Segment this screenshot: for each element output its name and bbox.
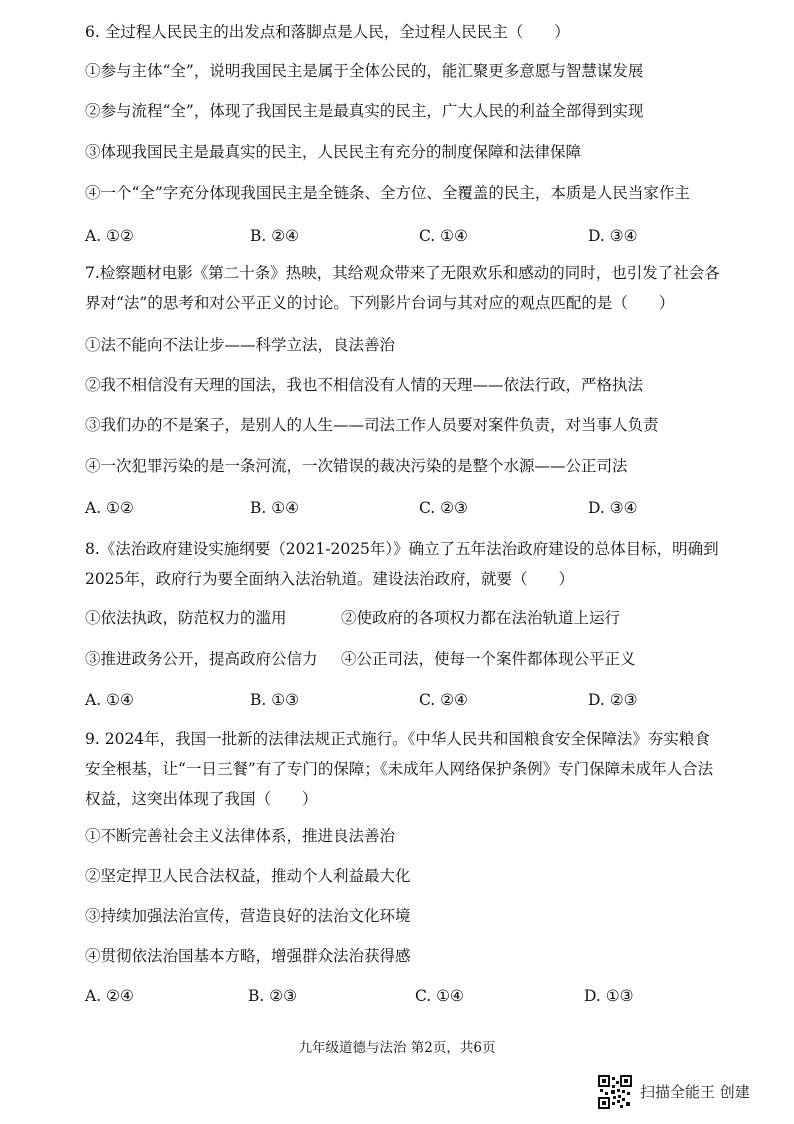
q6-option-c: C. ①④ bbox=[419, 227, 468, 245]
q8-stem: 8.《法治政府建设实施纲要（2021-2025年）》确立了五年法治政府建设的总体目标，明确到2025年，政府行为要全面纳入法治轨道。建设法治政府，就要（ ） bbox=[85, 540, 719, 588]
q9-stem: 9. 2024年，我国一批新的法律法规正式施行。《中华人民共和国粮食安全保障法》夯实粮食安全根基，让“一日三餐”有了专门的保障；《未成年人网络保护条例》专门保障未成年人合法权益，这突出体现了我国（ ） bbox=[85, 730, 714, 808]
scanner-badge: 扫描全能王 创建 bbox=[640, 1083, 750, 1101]
q6-statement-4: ④一个“全”字充分体现我国民主是全链条、全方位、全覆盖的民主，本质是人民当家作主 bbox=[85, 184, 690, 202]
q6-statement-2: ②参与流程“全”，体现了我国民主是最真实的民主，广大人民的利益全部得到实现 bbox=[85, 102, 644, 120]
q8-option-d: D. ②③ bbox=[588, 691, 638, 709]
q9-statement-2: ②坚定捍卫人民合法权益，推动个人利益最大化 bbox=[85, 867, 411, 885]
q7-statement-1: ①法不能向不法让步——科学立法，良法善治 bbox=[85, 336, 396, 354]
q8-statement-4: ④公正司法，使每一个案件都体现公平正义 bbox=[341, 650, 636, 668]
q6-option-b: B. ②④ bbox=[250, 227, 300, 245]
q7-statement-3: ③我们办的不是案子，是别人的人生——司法工作人员要对案件负责，对当事人负责 bbox=[85, 416, 659, 434]
page-footer: 九年级道德与法治 第2页，共6页 bbox=[298, 1040, 496, 1056]
q7-stem: 7.检察题材电影《第二十条》热映，其给观众带来了无限欢乐和感动的同时，也引发了社会各界对“法”的思考和对公平正义的讨论。下列影片台词与其对应的观点匹配的是（ ） bbox=[85, 264, 720, 312]
q7-option-c: C. ②③ bbox=[419, 499, 468, 517]
q7-option-b: B. ①④ bbox=[250, 499, 300, 517]
q6-statement-3: ③体现我国民主是最真实的民主，人民民主有充分的制度保障和法律保障 bbox=[85, 143, 582, 161]
q9-statement-4: ④贯彻依法治国基本方略，增强群众法治获得感 bbox=[85, 947, 411, 965]
q6-option-d: D. ③④ bbox=[588, 227, 638, 245]
q9-statement-1: ①不断完善社会主义法律体系，推进良法善治 bbox=[85, 827, 396, 845]
q9-statement-3: ③持续加强法治宣传，营造良好的法治文化环境 bbox=[85, 907, 411, 925]
q7-option-a: A. ①② bbox=[85, 499, 134, 517]
q8-statement-2: ②使政府的各项权力都在法治轨道上运行 bbox=[341, 609, 621, 627]
q8-option-a: A. ①④ bbox=[85, 691, 134, 709]
q7-statement-4: ④一次犯罪污染的是一条河流，一次错误的裁决污染的是整个水源——公正司法 bbox=[85, 457, 628, 475]
q7-statement-2: ②我不相信没有天理的国法，我也不相信没有人情的天理——依法行政，严格执法 bbox=[85, 376, 644, 394]
q6-stem: 6. 全过程人民民主的出发点和落脚点是人民，全过程人民民主（ ） bbox=[85, 23, 570, 41]
q9-option-b: B. ②③ bbox=[248, 987, 298, 1005]
q9-option-a: A. ②④ bbox=[85, 987, 134, 1005]
q8-statement-1: ①依法执政，防范权力的滥用 bbox=[85, 609, 287, 627]
q8-option-c: C. ②④ bbox=[419, 691, 468, 709]
q9-option-c: C. ①④ bbox=[415, 987, 464, 1005]
qr-code-icon bbox=[598, 1075, 632, 1109]
q9-option-d: D. ①③ bbox=[584, 987, 634, 1005]
q8-statement-3: ③推进政务公开，提高政府公信力 bbox=[85, 650, 318, 668]
q7-option-d: D. ③④ bbox=[588, 499, 638, 517]
q6-option-a: A. ①② bbox=[85, 227, 134, 245]
q8-option-b: B. ①③ bbox=[250, 691, 300, 709]
q6-statement-1: ①参与主体“全”，说明我国民主是属于全体公民的，能汇聚更多意愿与智慧谋发展 bbox=[85, 62, 644, 80]
